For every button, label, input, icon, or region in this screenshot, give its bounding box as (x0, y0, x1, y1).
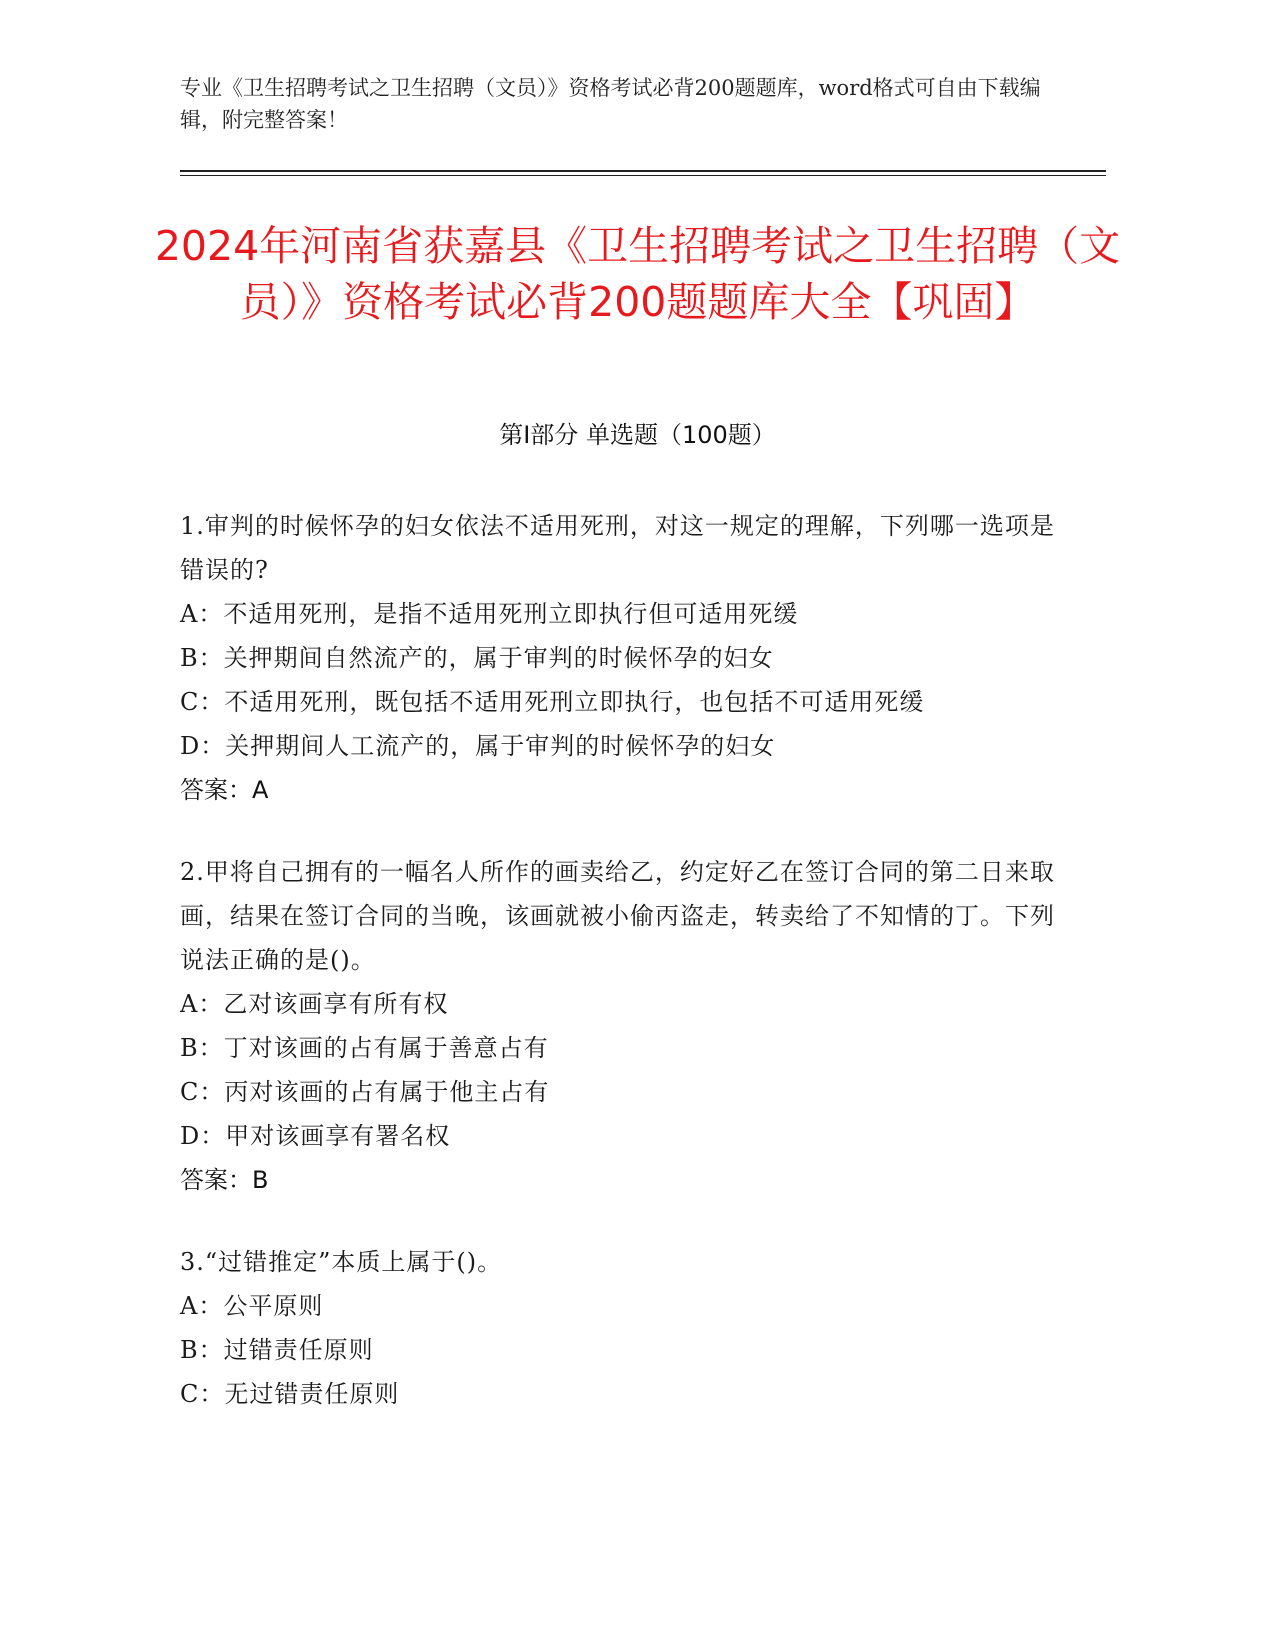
option-d: D：关押期间人工流产的，属于审判的时候怀孕的妇女 (180, 732, 776, 760)
question-list (180, 504, 1060, 1454)
question-stem: 3.“过错推定”本质上属于()。 (180, 1248, 503, 1276)
option-d: D：甲对该画享有署名权 (180, 1122, 451, 1150)
option-c: C：无过错责任原则 (180, 1380, 400, 1408)
answer: 答案：A (180, 776, 269, 804)
option-b: B：过错责任原则 (180, 1336, 374, 1364)
question-1 (180, 504, 1060, 812)
answer: 答案：B (180, 1166, 269, 1194)
header-note: 专业《卫生招聘考试之卫生招聘（文员）》资格考试必背200题题库，word格式可自由下载编辑，附完整答案！ (180, 76, 1041, 132)
option-b: B：丁对该画的占有属于善意占有 (180, 1034, 549, 1062)
option-b: B：关押期间自然流产的，属于审判的时候怀孕的妇女 (180, 644, 774, 672)
option-c: C：不适用死刑，既包括不适用死刑立即执行，也包括不可适用死缓 (180, 688, 925, 716)
option-a: A：乙对该画享有所有权 (180, 990, 449, 1018)
option-a: A：公平原则 (180, 1292, 324, 1320)
question-stem: 1.审判的时候怀孕的妇女依法不适用死刑，对这一规定的理解，下列哪一选项是错误的? (180, 512, 1055, 584)
document-title: 2024年河南省获嘉县《卫生招聘考试之卫生招聘（文员）》资格考试必背200题题库大全【巩固】 (154, 222, 1121, 326)
question-stem: 2.甲将自己拥有的一幅名人所作的画卖给乙，约定好乙在签订合同的第二日来取画，结果在签订合同的当晚，该画就被小偷丙盗走，转卖给了不知情的丁。下列说法正确的是()。 (180, 858, 1055, 974)
option-a: A：不适用死刑，是指不适用死刑立即执行但可适用死缓 (180, 600, 799, 628)
section-heading: 第Ⅰ部分 单选题（100题） (499, 421, 776, 449)
option-c: C：丙对该画的占有属于他主占有 (180, 1078, 550, 1106)
question-3 (180, 1240, 1060, 1416)
question-2 (180, 850, 1060, 1202)
header-rule-thin (180, 175, 1106, 176)
header-rule-thick (180, 170, 1106, 172)
